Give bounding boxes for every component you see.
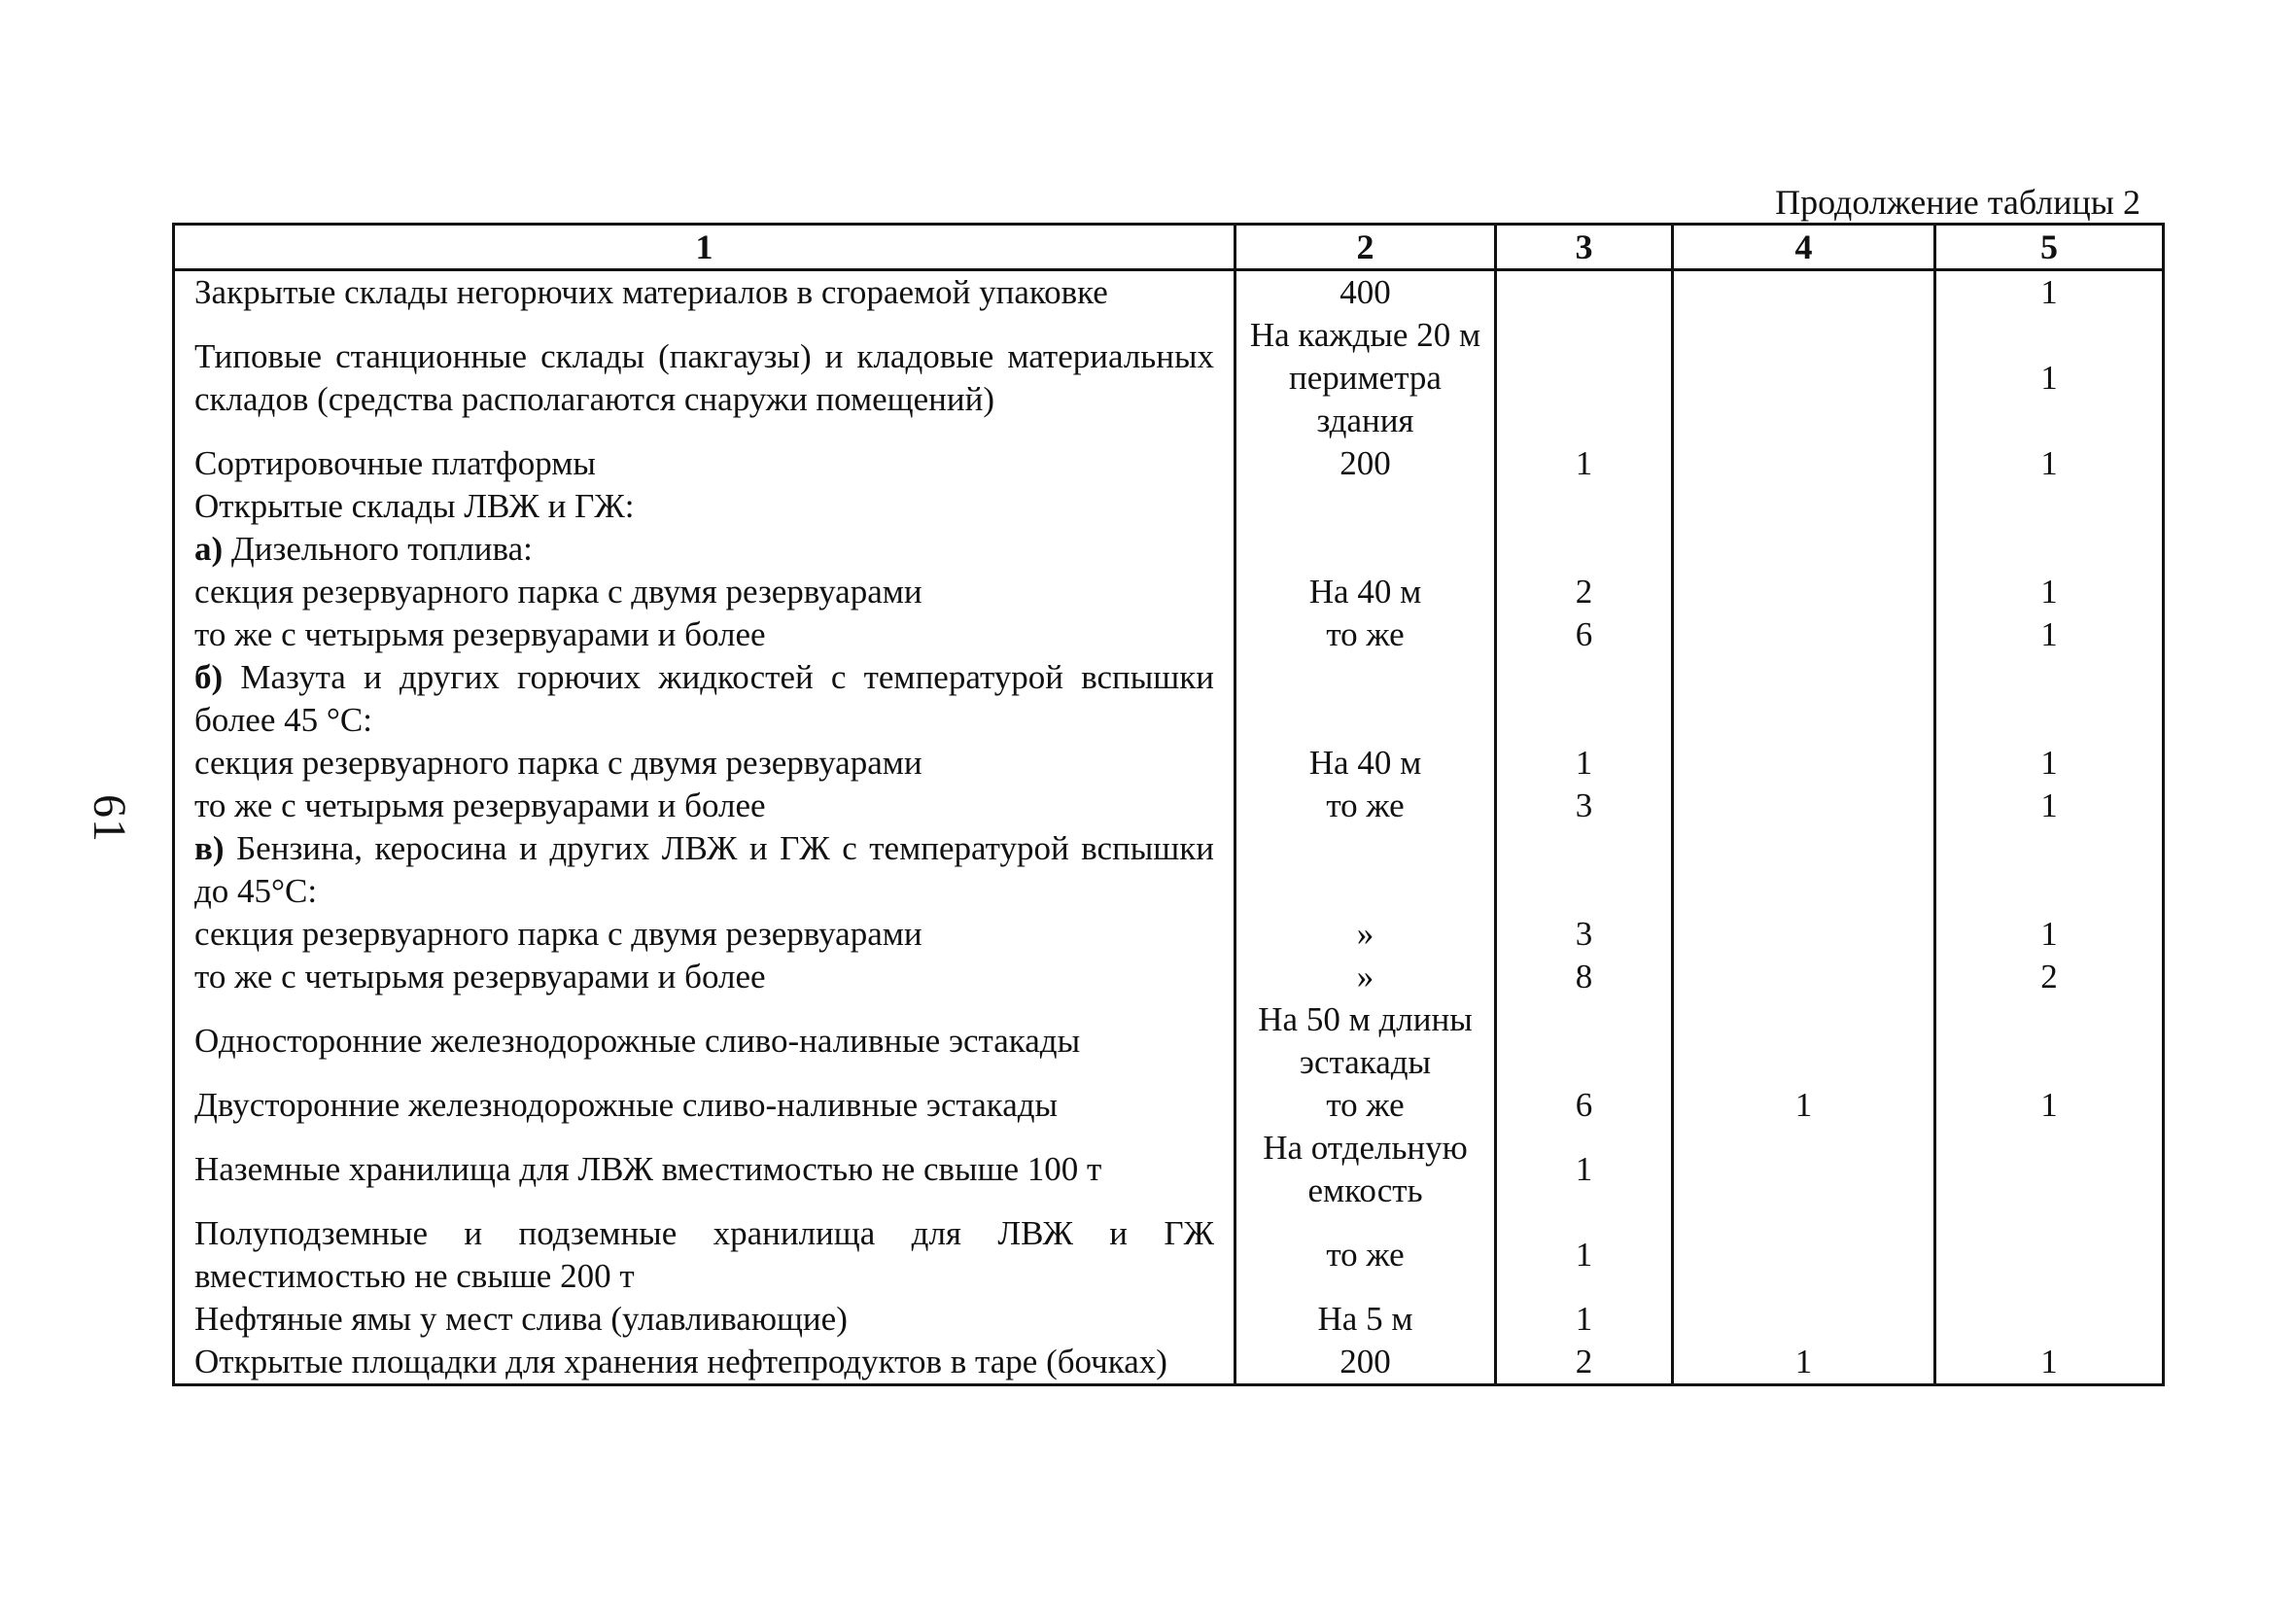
cell-col-5 (1935, 656, 2164, 742)
cell-col-5 (1935, 1212, 2164, 1298)
table-row (174, 742, 2164, 785)
object-name-text: Односторонние железнодорожные сливо-наливные эстакады (194, 1022, 1081, 1060)
cell-object-name (174, 827, 1235, 913)
table-row (174, 998, 2164, 1084)
object-name-text: секция резервуарного парка с двумя резервуарами (194, 915, 922, 953)
cell-col-3: 1 (1496, 1127, 1673, 1212)
object-name-text: Наземные хранилища для ЛВЖ вместимостью не свыше 100 т (194, 1150, 1102, 1188)
cell-norm: На 40 м (1235, 742, 1496, 785)
table-row (174, 785, 2164, 827)
table-row (174, 314, 2164, 442)
table-row (174, 1341, 2164, 1385)
cell-col-5 (1935, 1127, 2164, 1212)
cell-object-name (174, 956, 1235, 998)
cell-col-4 (1673, 1127, 1935, 1212)
cell-col-4 (1673, 827, 1935, 913)
cell-norm (1235, 485, 1496, 528)
subsection-marker: в) (194, 829, 225, 867)
cell-object-name (174, 1298, 1235, 1341)
cell-norm: На каждые 20 м периметра здания (1235, 314, 1496, 442)
cell-object-name (174, 314, 1235, 442)
object-name-text: Открытые склады ЛВЖ и ГЖ: (194, 487, 635, 525)
cell-col-4 (1673, 270, 1935, 315)
cell-col-4: 1 (1673, 1341, 1935, 1385)
cell-col-3 (1496, 656, 1673, 742)
cell-col-5: 1 (1935, 785, 2164, 827)
cell-col-5: 1 (1935, 1341, 2164, 1385)
column-header: 4 (1673, 225, 1935, 270)
cell-col-4 (1673, 571, 1935, 613)
cell-col-3 (1496, 998, 1673, 1084)
cell-col-3 (1496, 827, 1673, 913)
cell-col-4 (1673, 485, 1935, 528)
header-row (174, 225, 2164, 270)
cell-object-name (174, 998, 1235, 1084)
table-row (174, 913, 2164, 956)
object-name-text: то же с четырьмя резервуарами и более (194, 786, 766, 824)
table-caption: Продолжение таблицы 2 (1775, 183, 2140, 222)
cell-norm: На 40 м (1235, 571, 1496, 613)
object-name-text: Типовые станционные склады (пакгаузы) и кладовые материальных складов (средства располагаются снаружи помещений) (194, 337, 1214, 418)
table-row (174, 270, 2164, 315)
cell-norm: то же (1235, 1212, 1496, 1298)
table-row (174, 1298, 2164, 1341)
cell-col-5: 1 (1935, 270, 2164, 315)
cell-col-5: 2 (1935, 956, 2164, 998)
cell-col-5 (1935, 485, 2164, 528)
cell-object-name (174, 1084, 1235, 1127)
cell-col-3: 1 (1496, 1298, 1673, 1341)
cell-object-name (174, 1127, 1235, 1212)
table-row (174, 827, 2164, 913)
cell-col-3 (1496, 528, 1673, 571)
cell-col-4 (1673, 442, 1935, 485)
cell-col-5 (1935, 998, 2164, 1084)
table-row (174, 528, 2164, 571)
cell-col-3: 3 (1496, 913, 1673, 956)
cell-norm: то же (1235, 1084, 1496, 1127)
cell-norm: то же (1235, 613, 1496, 656)
cell-object-name (174, 571, 1235, 613)
cell-object-name (174, 528, 1235, 571)
cell-col-5: 1 (1935, 442, 2164, 485)
cell-col-4 (1673, 528, 1935, 571)
cell-norm (1235, 827, 1496, 913)
cell-object-name (174, 742, 1235, 785)
subsection-marker: б) (194, 658, 224, 696)
cell-norm: 200 (1235, 442, 1496, 485)
object-name-text: Мазута и других горючих жидкостей с температурой вспышки более 45 °С: (194, 658, 1214, 739)
page-number: 61 (84, 794, 135, 843)
cell-norm: На 5 м (1235, 1298, 1496, 1341)
cell-object-name (174, 656, 1235, 742)
cell-col-5: 1 (1935, 571, 2164, 613)
cell-col-3: 2 (1496, 1341, 1673, 1385)
cell-object-name (174, 270, 1235, 315)
cell-col-5: 1 (1935, 913, 2164, 956)
cell-col-5 (1935, 528, 2164, 571)
cell-col-3: 1 (1496, 1212, 1673, 1298)
cell-col-4: 1 (1673, 1084, 1935, 1127)
cell-norm: » (1235, 913, 1496, 956)
table-row (174, 442, 2164, 485)
cell-norm: » (1235, 956, 1496, 998)
cell-col-4 (1673, 314, 1935, 442)
cell-object-name (174, 1212, 1235, 1298)
cell-col-3: 3 (1496, 785, 1673, 827)
cell-col-5 (1935, 1298, 2164, 1341)
cell-col-3 (1496, 485, 1673, 528)
cell-object-name (174, 913, 1235, 956)
column-header: 1 (174, 225, 1235, 270)
cell-col-3 (1496, 314, 1673, 442)
cell-col-3: 1 (1496, 742, 1673, 785)
cell-object-name (174, 613, 1235, 656)
table-row (174, 956, 2164, 998)
cell-col-4 (1673, 785, 1935, 827)
cell-col-5: 1 (1935, 742, 2164, 785)
object-name-text: секция резервуарного парка с двумя резервуарами (194, 573, 922, 611)
table-row (174, 485, 2164, 528)
cell-norm (1235, 528, 1496, 571)
cell-object-name (174, 1341, 1235, 1385)
table-row (174, 1127, 2164, 1212)
table-row (174, 1212, 2164, 1298)
cell-col-3: 8 (1496, 956, 1673, 998)
table-row (174, 571, 2164, 613)
cell-norm: На 50 м длины эстакады (1235, 998, 1496, 1084)
cell-col-4 (1673, 742, 1935, 785)
object-name-text: Полуподземные и подземные хранилища для ЛВЖ и ГЖ вместимостью не свыше 200 т (194, 1214, 1214, 1295)
object-name-text: Нефтяные ямы у мест слива (улавливающие) (194, 1300, 848, 1338)
cell-col-4 (1673, 998, 1935, 1084)
data-table (172, 223, 2165, 1386)
object-name-text: Сортировочные платформы (194, 444, 596, 482)
cell-col-4 (1673, 656, 1935, 742)
column-header: 2 (1235, 225, 1496, 270)
subsection-marker: а) (194, 530, 224, 568)
object-name-text: Дизельного топлива: (230, 530, 533, 568)
cell-col-4 (1673, 613, 1935, 656)
cell-col-4 (1673, 1212, 1935, 1298)
cell-object-name (174, 442, 1235, 485)
cell-col-5: 1 (1935, 613, 2164, 656)
table-row (174, 613, 2164, 656)
cell-col-4 (1673, 1298, 1935, 1341)
cell-norm: 200 (1235, 1341, 1496, 1385)
cell-col-5: 1 (1935, 1084, 2164, 1127)
cell-col-5: 1 (1935, 314, 2164, 442)
object-name-text: Двусторонние железнодорожные сливо-наливные эстакады (194, 1086, 1059, 1124)
cell-col-3 (1496, 270, 1673, 315)
cell-norm: 400 (1235, 270, 1496, 315)
cell-col-4 (1673, 956, 1935, 998)
cell-norm: то же (1235, 785, 1496, 827)
table-row (174, 656, 2164, 742)
table-body (174, 270, 2164, 1385)
object-name-text: секция резервуарного парка с двумя резервуарами (194, 744, 922, 782)
column-header: 3 (1496, 225, 1673, 270)
cell-col-3: 2 (1496, 571, 1673, 613)
cell-col-3: 6 (1496, 613, 1673, 656)
cell-object-name (174, 785, 1235, 827)
cell-col-3: 6 (1496, 1084, 1673, 1127)
column-header: 5 (1935, 225, 2164, 270)
cell-col-4 (1673, 913, 1935, 956)
table-row (174, 1084, 2164, 1127)
cell-col-5 (1935, 827, 2164, 913)
object-name-text: Открытые площадки для хранения нефтепродуктов в таре (бочках) (194, 1343, 1167, 1380)
cell-object-name (174, 485, 1235, 528)
object-name-text: Бензина, керосина и других ЛВЖ и ГЖ с температурой вспышки до 45°С: (194, 829, 1214, 910)
cell-norm: На отдельную емкость (1235, 1127, 1496, 1212)
object-name-text: то же с четырьмя резервуарами и более (194, 615, 766, 653)
table-container (172, 223, 2162, 1386)
object-name-text: Закрытые склады негорючих материалов в сгораемой упаковке (194, 273, 1108, 311)
cell-col-3: 1 (1496, 442, 1673, 485)
object-name-text: то же с четырьмя резервуарами и более (194, 958, 766, 996)
cell-norm (1235, 656, 1496, 742)
